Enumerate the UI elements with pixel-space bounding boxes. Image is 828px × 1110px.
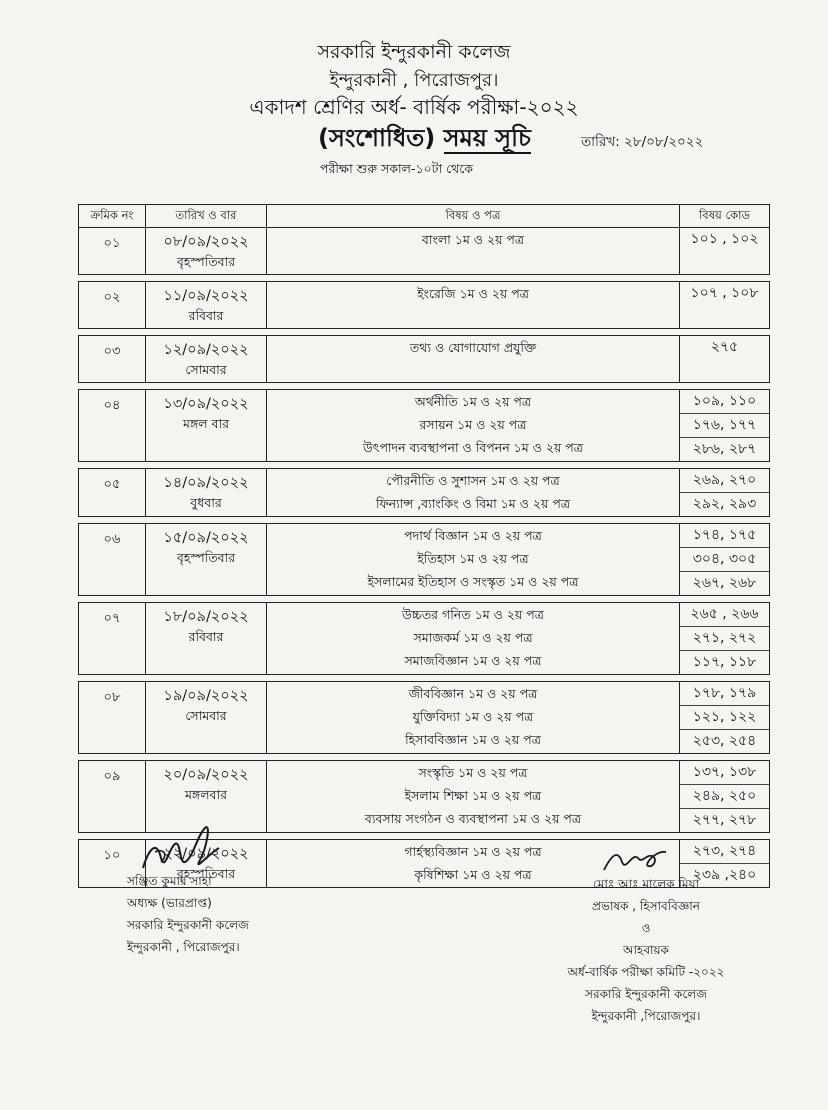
exam-schedule-table [78, 204, 770, 888]
col-header-date: তারিখ ও বার [146, 205, 267, 228]
subject-code: ১৩৭, ১৩৮ [692, 764, 757, 780]
subject-line: ইংরেজি ১ম ও ২য় পত্র [417, 286, 529, 301]
subject-line: সমাজবিজ্ঞান ১ম ও ২য় পত্র [404, 653, 542, 668]
code-cell [680, 524, 770, 596]
college-name: সরকারি ইন্দুরকানী কলেজ [317, 41, 511, 63]
serial-cell: ০২ [79, 282, 146, 329]
exam-day: মঙ্গল বার [183, 416, 229, 431]
col-header-code: বিষয় কোড [680, 205, 770, 228]
exam-day: সোমবার [185, 708, 227, 723]
subject-code: ২৫৩, ২৫৪ [680, 729, 769, 753]
code-cell [680, 228, 770, 275]
table-row [79, 603, 770, 675]
exam-title: একাদশ শ্রেণির অর্ধ- বার্ষিক পরীক্ষা-২০২২ [249, 95, 579, 119]
col-header-subject: বিষয় ও পত্র [267, 205, 680, 228]
subject-code: ১৭৬, ১৭৭ [680, 413, 769, 437]
principal-designation: অধ্যক্ষ (ভারপ্রাপ্ত) [127, 896, 212, 910]
row-spacer [79, 675, 770, 682]
subject-code: ২৬৭, ২৬৮ [680, 571, 769, 595]
notice-date: তারিখ: ২৮/০৮/২০২২ [581, 134, 704, 150]
subject-code: ২৬৯, ২৭০ [692, 472, 757, 488]
exam-date: ১২/০৯/২০২২ [163, 342, 249, 358]
date-cell [146, 469, 267, 517]
spacer-cell [79, 754, 770, 761]
principal-signature-block [127, 870, 249, 958]
subject-cell [267, 336, 680, 383]
date-cell [146, 228, 267, 275]
code-cell [680, 682, 770, 754]
subject-line [267, 359, 679, 382]
exam-date: ১৫/০৯/২০২২ [163, 530, 249, 546]
subject-line: ইসলামের ইতিহাস ও সংস্কৃত ১ম ও ২য় পত্র [367, 574, 579, 589]
subject-code: ২৭৫ [710, 339, 739, 355]
convener-signature-block [556, 873, 736, 1027]
exam-day: সোমবার [185, 362, 227, 377]
subject-cell [267, 282, 680, 329]
spacer-cell [79, 596, 770, 603]
subject-line: অর্থনীতি ১ম ও ২য় পত্র [414, 394, 532, 409]
subject-cell [267, 390, 680, 462]
table-row [79, 336, 770, 383]
date-cell [146, 390, 267, 462]
exam-date: ০৮/০৯/২০২২ [163, 234, 249, 250]
serial-cell: ০৪ [79, 390, 146, 462]
exam-day: বৃহস্পতিবার [176, 866, 236, 881]
table-row [79, 390, 770, 462]
exam-day: মঙ্গলবার [184, 787, 227, 802]
subject-line: ব্যবসায় সংগঠন ও ব্যবস্থাপনা ১ম ও ২য় পত্র [364, 811, 582, 826]
subject-code: ২৭৩, ২৭৪ [692, 843, 757, 859]
row-spacer [79, 754, 770, 761]
subject-line: তথ্য ও যোগাযোগ প্রযুক্তি [409, 340, 537, 355]
row-spacer [79, 275, 770, 282]
serial-cell: ০১ [79, 228, 146, 275]
convener-role: আহবায়ক [623, 943, 669, 957]
exam-day: রবিবার [188, 308, 224, 323]
code-cell [680, 390, 770, 462]
serial-cell: ০৯ [79, 761, 146, 833]
date-cell [146, 282, 267, 329]
subject-code: ১৭৮, ১৭৯ [692, 685, 757, 701]
exam-date: ১১/০৯/২০২২ [163, 288, 249, 304]
subject-line: রসায়ন ১ম ও ২য় পত্র [419, 417, 527, 432]
subject-line: হিসাববিজ্ঞান ১ম ও ২য় পত্র [405, 732, 541, 747]
subject-cell [267, 469, 680, 517]
subject-line: পৌরনীতি ও সুশাসন ১ম ও ২য় পত্র [386, 473, 560, 488]
col-header-serial: ক্রমিক নং [79, 205, 146, 228]
schedule-title: সময় সূচি [443, 124, 531, 152]
table-row [79, 524, 770, 596]
convener-college: সরকারি ইন্দুরকানী কলেজ [585, 987, 707, 1001]
subject-cell [267, 228, 680, 275]
subject-line: ইসলাম শিক্ষা ১ম ও ২য় পত্র [404, 788, 542, 803]
subject-code: ২৯২, ২৯৩ [680, 492, 769, 516]
spacer-cell [79, 675, 770, 682]
principal-name: সঞ্জিত কুমার সাহা [127, 874, 212, 888]
convener-address: ইন্দুরকানী ,পিরোজপুর। [591, 1009, 701, 1023]
schedule-prefix: (সংশোধিত) [318, 124, 436, 152]
subject-code: ২৭৭, ২৭৮ [680, 808, 769, 832]
subject-line: পদার্থ বিজ্ঞান ১ম ও ২য় পত্র [404, 528, 542, 543]
serial-cell: ০৩ [79, 336, 146, 383]
code-cell [680, 282, 770, 329]
convener-conjunction: ও [641, 921, 651, 935]
exam-date: ২০/০৯/২০২২ [163, 767, 249, 783]
principal-address: ইন্দুরকানী , পিরোজপুর। [127, 940, 240, 954]
serial-cell: ০৭ [79, 603, 146, 675]
convener-committee: অর্ধ-বার্ষিক পরীক্ষা কমিটি -২০২২ [567, 965, 725, 979]
exam-date: ১৪/০৯/২০২২ [163, 475, 249, 491]
row-spacer [79, 596, 770, 603]
code-cell [680, 761, 770, 833]
subject-line: উচ্চতর গনিত ১ম ও ২য় পত্র [402, 607, 544, 622]
row-spacer [79, 462, 770, 469]
subject-cell [267, 761, 680, 833]
subject-line: ফিন্যান্স ,ব্যাংকিং ও বিমা ১ম ও ২য় পত্র [375, 496, 571, 511]
subject-code: ১৭৪, ১৭৫ [692, 527, 757, 543]
spacer-cell [79, 462, 770, 469]
exam-start-note: পরীক্ষা শুরু সকাল-১০টা থেকে [320, 161, 474, 176]
subject-code: ২৩৯ ,২৪০ [680, 863, 769, 887]
college-address: ইন্দুরকানী , পিরোজপুর। [329, 70, 499, 91]
serial-cell: ০৫ [79, 469, 146, 517]
principal-signature [135, 818, 225, 874]
exam-date: ১৯/০৯/২০২২ [163, 688, 249, 704]
date-cell [146, 336, 267, 383]
subject-line: জীববিজ্ঞান ১ম ও ২য় পত্র [408, 686, 538, 701]
subject-line [267, 305, 679, 328]
subject-code: ১০৭ , ১০৮ [690, 285, 759, 301]
table-row [79, 682, 770, 754]
date-cell [146, 682, 267, 754]
date-cell [146, 524, 267, 596]
subject-line: সংস্কৃতি ১ম ও ২য় পত্র [418, 765, 528, 780]
code-cell [680, 336, 770, 383]
serial-cell: ০৮ [79, 682, 146, 754]
schedule-heading [318, 120, 531, 160]
table-row [79, 228, 770, 275]
subject-code: ২৪৯, ২৫০ [680, 784, 769, 808]
row-spacer [79, 517, 770, 524]
table-row [79, 282, 770, 329]
convener-name: মোঃ আঃ মালেক মিয়া [592, 877, 700, 891]
exam-date: ১৩/০৯/২০২২ [163, 396, 249, 412]
exam-day: রবিবার [188, 629, 224, 644]
exam-date: ১৮/০৯/২০২২ [163, 609, 249, 625]
exam-day: বৃহস্পতিবার [176, 254, 236, 269]
subject-code: ২৬৫ , ২৬৬ [690, 606, 759, 622]
subject-line: সমাজকর্ম ১ম ও ২য় পত্র [413, 630, 533, 645]
spacer-cell [79, 275, 770, 282]
subject-line: গার্হস্থ্যবিজ্ঞান ১ম ও ২য় পত্র [404, 844, 542, 859]
subject-cell [267, 603, 680, 675]
subject-line: উৎপাদন ব্যবস্থাপনা ও বিপনন ১ম ও ২য় পত্র [363, 440, 583, 455]
table-row [79, 469, 770, 517]
spacer-cell [79, 517, 770, 524]
date-cell [146, 603, 267, 675]
subject-line: যুক্তিবিদ্যা ১ম ও ২য় পত্র [412, 709, 534, 724]
table-body [79, 228, 770, 888]
exam-date: ২২/০৯/২০২২ [163, 846, 249, 862]
subject-code: ১০৯, ১১০ [692, 393, 757, 409]
subject-code: ৩০৪, ৩০৫ [680, 547, 769, 571]
subject-line [267, 251, 679, 274]
subject-cell [267, 524, 680, 596]
exam-day: বুধবার [190, 495, 222, 510]
subject-cell [267, 682, 680, 754]
subject-code: ১১৭, ১১৮ [680, 650, 769, 674]
row-spacer [79, 383, 770, 390]
spacer-cell [79, 383, 770, 390]
subject-line: বাংলা ১ম ও ২য় পত্র [421, 232, 525, 247]
code-cell [680, 469, 770, 517]
principal-college: সরকারি ইন্দুরকানী কলেজ [127, 918, 249, 932]
subject-line: ইতিহাস ১ম ও ২য় পত্র [417, 551, 529, 566]
code-cell [680, 603, 770, 675]
exam-day: বৃহস্পতিবার [176, 550, 236, 565]
subject-line: কৃষিশিক্ষা ১ম ও ২য় পত্র [414, 867, 532, 882]
subject-code: ২৭১, ২৭২ [680, 626, 769, 650]
subject-code: ১০১ , ১০২ [690, 231, 759, 247]
serial-cell: ১০ [79, 840, 146, 888]
table-header-row [79, 205, 770, 228]
row-spacer [79, 329, 770, 336]
convener-signature [600, 844, 670, 876]
convener-designation: প্রভাষক , হিসাববিজ্ঞান [592, 899, 700, 913]
serial-cell: ০৬ [79, 524, 146, 596]
spacer-cell [79, 329, 770, 336]
subject-code: ২৮৬, ২৮৭ [680, 437, 769, 461]
subject-code: ১২১, ১২২ [680, 705, 769, 729]
